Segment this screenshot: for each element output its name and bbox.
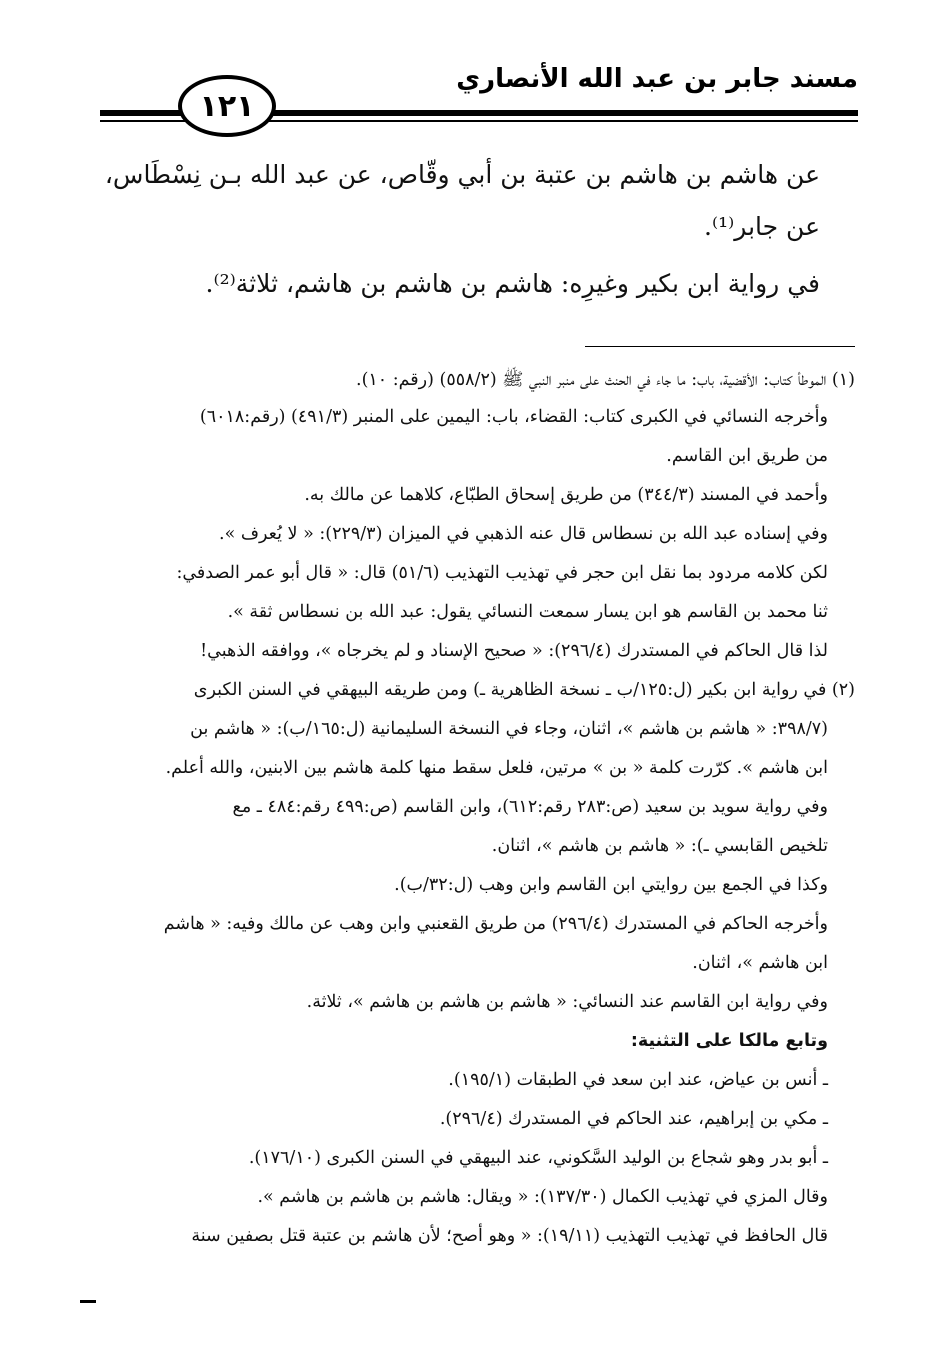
footnote-line: وفي رواية سويد بن سعيد (ص:٢٨٣ رقم:٦١٢)، وابن القاسم (ص:٤٩٩ رقم:٤٨٤ ـ مع: [232, 797, 828, 817]
footnote-line: ابن هاشم »، اثنان.: [692, 953, 828, 973]
footnote-line: لكن كلامه مردود بما نقل ابن حجر في تهذيب التهذيب (٥١/٦) قال: « قال أبو عمر الصدفي:: [176, 563, 828, 583]
footnote-line: لذا قال الحاكم في المستدرك (٢٩٦/٤): « صحيح الإسناد و لم يخرجاه »، ووافقه الذهبي!: [200, 641, 828, 661]
footnote-list-item: ـ أنس بن عياض، عند ابن سعد في الطبقات (١٩٥/١).: [448, 1070, 828, 1090]
footnote-line: من طريق ابن القاسم.: [666, 446, 828, 466]
page-number: ١٢١: [178, 75, 276, 137]
footnote-separator: [585, 346, 855, 347]
footnote-line: وأخرجه النسائي في الكبرى كتاب: القضاء، باب: اليمين على المنبر (٤٩١/٣) (رقم:٦٠١٨): [199, 407, 828, 427]
footnote-list-item: ـ أبو بدر وهو شجاع بن الوليد السَّكوني، عند البيهقي في السنن الكبرى (١٧٦/١٠).: [248, 1148, 828, 1168]
footnote-line: ابن هاشم ». كرّرت كلمة « بن » مرتين، فلعل سقط منها كلمة هاشم بين الابنين، والله أعلم.: [165, 758, 828, 778]
footnote-line: (٣٩٨/٧: « هاشم بن هاشم »، اثنان، وجاء في النسخة السليمانية (ل:١٦٥/ب): « هاشم بن: [190, 719, 828, 739]
main-text-line: في رواية ابن بكير وغيرِه: هاشم بن هاشم بن هاشم، ثلاثة⁽²⁾.: [205, 269, 820, 298]
footnote-line: وقال المزي في تهذيب الكمال (١٣٧/٣٠): « ويقال: هاشم بن هاشم بن هاشم ».: [257, 1187, 828, 1207]
footnote-line: وفي إسناده عبد الله بن نسطاس قال عنه الذهبي في الميزان (٢٢٩/٣): « لا يُعرف ».: [219, 524, 828, 544]
running-header-title: مسند جابر بن عبد الله الأنصاري: [456, 64, 858, 94]
footnote-line: وأخرجه الحاكم في المستدرك (٢٩٦/٤) من طريق القعنبي وابن وهب عن مالك وفيه: « هاشم: [163, 914, 828, 934]
footnote-line: قال الحافظ في تهذيب التهذيب (١٩/١١): « وهو أصح؛ لأن هاشم بن عتبة قتل بصفين سنة: [191, 1226, 828, 1246]
footnote-list-item: ـ مكي بن إبراهيم، عند الحاكم في المستدرك (٢٩٦/٤).: [439, 1109, 828, 1129]
footnote-line: ثنا محمد بن القاسم هو ابن يسار سمعت النسائي يقول: عبد الله بن نسطاس ثقة ».: [227, 602, 828, 622]
footnote-subheading: وتابع مالكا على التثنية:: [630, 1031, 828, 1051]
footnote-line: تلخيص القابسي ـ): « هاشم بن هاشم »، اثنان.: [491, 836, 828, 856]
main-text-line: عن جابر⁽¹⁾.: [704, 212, 820, 241]
footnote-line: وأحمد في المسند (٣٤٤/٣) من طريق إسحاق الطبّاع، كلاهما عن مالك به.: [304, 485, 828, 505]
footnote-line: (١) الموطأ كتاب: الأقضية، باب: ما جاء في الحنث على منبر النبي ﷺ (٥٥٨/٢) (رقم: ١٠).: [356, 370, 855, 390]
continuation-mark: [80, 1300, 96, 1303]
footnote-line: وكذا في الجمع بين روايتي ابن القاسم وابن وهب (ل:٣٢/ب).: [394, 875, 828, 895]
main-text-line: عن هاشم بن هاشم بن عتبة بن أبي وقّاص، عن عبد الله بـن نِسْطَاس،: [104, 160, 820, 189]
footnote-line: وفي رواية ابن القاسم عند النسائي: « هاشم بن هاشم بن هاشم »، ثلاثة.: [306, 992, 828, 1012]
footnote-line: (٢) في رواية ابن بكير (ل:١٢٥/ب ـ نسخة الظاهرية ـ) ومن طريقه البيهقي في السنن الكبرى: [193, 680, 855, 700]
